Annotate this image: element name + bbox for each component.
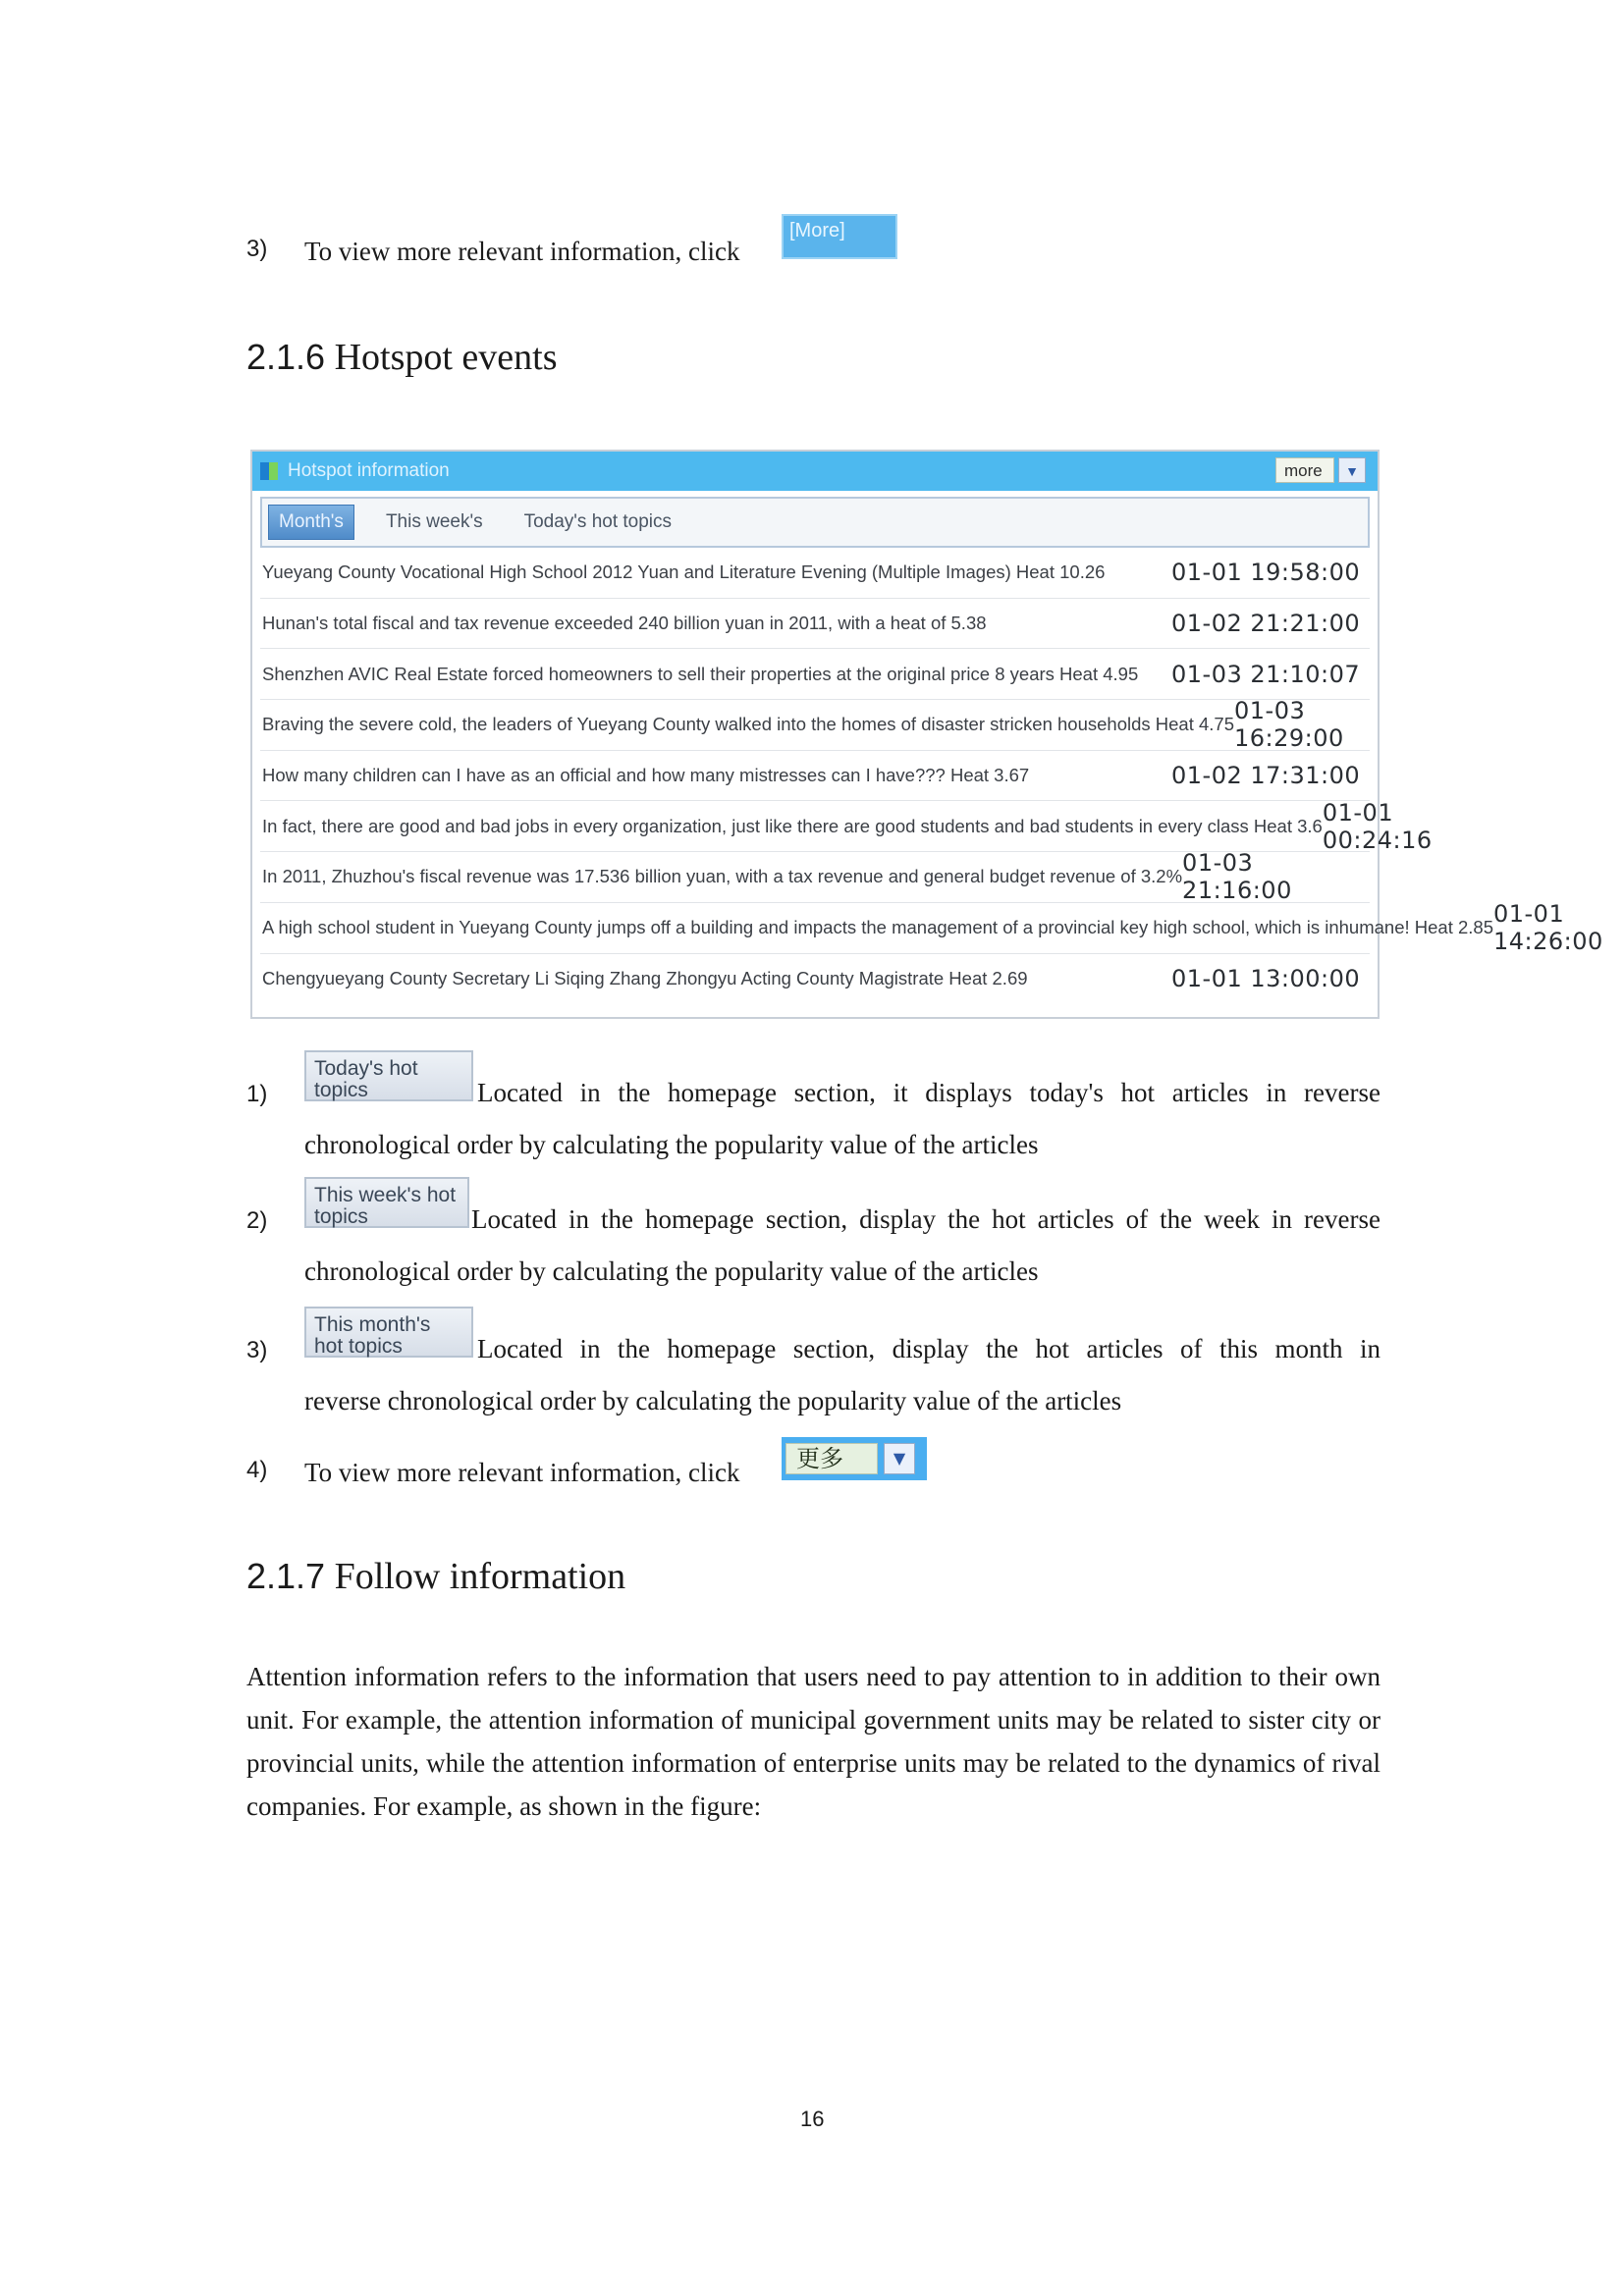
section-number: 2.1.6 — [246, 337, 326, 377]
item-text: To view more relevant information, click — [304, 1458, 740, 1487]
more-dropdown[interactable] — [782, 1437, 927, 1480]
panel-logo-icon — [260, 462, 278, 480]
item-date: 01-01 00:24:16 — [1322, 798, 1433, 854]
section-heading-2-1-6 — [246, 336, 558, 379]
list-item[interactable] — [260, 849, 1370, 905]
item-date: 01-03 16:29:00 — [1234, 697, 1344, 753]
item-text-line2: chronological order by calculating the popularity value of the articles — [304, 1130, 1039, 1159]
list-number: 3) — [246, 1337, 268, 1363]
month-hot-topics-button[interactable]: This month's hot topics — [304, 1307, 473, 1358]
list-item[interactable] — [260, 798, 1433, 854]
list-number: 3) — [246, 236, 268, 262]
panel-more-label[interactable]: more — [1275, 457, 1334, 483]
page-number: 16 — [800, 2107, 825, 2131]
item-title[interactable]: In fact, there are good and bad jobs in every organization, just like there are good students and bad students in every class Heat 3.6 — [262, 815, 1323, 836]
today-hot-topics-button[interactable]: Today's hot topics — [304, 1050, 473, 1101]
item-title[interactable]: Yueyang County Vocational High School 2012 Yuan and Literature Evening (Multiple Images) Heat 10.26 — [262, 561, 1106, 583]
list-item[interactable] — [260, 900, 1603, 956]
list-number: 1) — [246, 1081, 268, 1107]
item-text-line2: reverse chronological order by calculating the popularity value of the articles — [304, 1386, 1122, 1415]
list-item[interactable] — [260, 599, 1370, 650]
item-title[interactable]: Shenzhen AVIC Real Estate forced homeowners to sell their properties at the original price 8 years Heat 4.95 — [262, 663, 1139, 684]
item-title[interactable]: Braving the severe cold, the leaders of Yueyang County walked into the homes of disaster stricken households Heat 4.75 — [262, 714, 1235, 735]
tab-month[interactable]: Month's — [268, 505, 354, 540]
section-heading-2-1-7 — [246, 1555, 625, 1598]
section-paragraph: Attention information refers to the information that users need to pay attention to in addition to their own unit. For example, the attention information of municipal government units may be related to sister city or provincial units, while the attention information of enterprise units may be related to the dynamics of rival companies. For example, as shown in the figure: — [246, 1662, 1380, 1821]
section-title: Follow information — [334, 1556, 626, 1597]
hotspot-list — [260, 548, 1603, 1004]
item-title[interactable]: Chengyueyang County Secretary Li Siqing Zhang Zhongyu Acting County Magistrate Heat 2.69 — [262, 968, 1028, 989]
item-date: 01-03 21:16:00 — [1182, 849, 1292, 905]
item-title[interactable]: A high school student in Yueyang County jumps off a building and impacts the management of a provincial key high school, which is inhumane! Heat 2.85 — [262, 917, 1493, 938]
item-date: 01-02 21:21:00 — [1171, 610, 1361, 638]
item-title[interactable]: Hunan's total fiscal and tax revenue exceeded 240 billion yuan in 2011, with a heat of 5.38 — [262, 613, 987, 634]
panel-tabs — [260, 497, 1370, 548]
section-number: 2.1.7 — [246, 1556, 326, 1596]
more-button[interactable]: [More] — [782, 214, 897, 259]
hotspot-panel — [250, 450, 1603, 1019]
list-item[interactable] — [260, 954, 1370, 1005]
list-number: 4) — [246, 1457, 268, 1483]
item-date: 01-01 14:26:00 — [1492, 900, 1603, 956]
item-date: 01-01 19:58:00 — [1171, 559, 1361, 587]
section-title: Hotspot events — [334, 337, 558, 378]
chevron-down-icon[interactable]: ▼ — [884, 1443, 915, 1474]
item-text-line1: Located in the homepage section, it displays today's hot articles in reverse — [477, 1078, 1380, 1107]
item-date: 01-03 21:10:07 — [1171, 660, 1361, 688]
item-title[interactable]: How many children can I have as an official and how many mistresses can I have??? Heat 3.67 — [262, 765, 1030, 786]
item-text-line1: Located in the homepage section, display the hot articles of the week in reverse — [471, 1204, 1380, 1234]
intro-text: To view more relevant information, click — [304, 237, 740, 266]
panel-title: Hotspot information — [288, 460, 450, 481]
panel-more-control[interactable] — [1275, 457, 1366, 483]
tab-today[interactable]: Today's hot topics — [523, 511, 673, 532]
item-title[interactable]: In 2011, Zhuzhou's fiscal revenue was 17.536 billion yuan, with a tax revenue and general budget revenue of 3.2% — [262, 866, 1183, 887]
more-dropdown-label[interactable]: 更多 — [785, 1443, 878, 1474]
item-date: 01-01 13:00:00 — [1171, 965, 1361, 993]
item-text-line1: Located in the homepage section, display the hot articles of this month in — [477, 1334, 1380, 1363]
item-text-line2: chronological order by calculating the popularity value of the articles — [304, 1256, 1039, 1286]
tab-week[interactable]: This week's — [385, 511, 483, 532]
item-date: 01-02 17:31:00 — [1171, 762, 1361, 790]
list-number: 2) — [246, 1207, 268, 1234]
chevron-down-icon[interactable]: ▼ — [1338, 457, 1366, 483]
list-item[interactable] — [260, 751, 1370, 802]
list-item[interactable] — [260, 649, 1370, 700]
list-item[interactable] — [260, 697, 1370, 753]
panel-header — [252, 452, 1378, 491]
week-hot-topics-button[interactable]: This week's hot topics — [304, 1177, 469, 1228]
list-item[interactable] — [260, 548, 1370, 599]
